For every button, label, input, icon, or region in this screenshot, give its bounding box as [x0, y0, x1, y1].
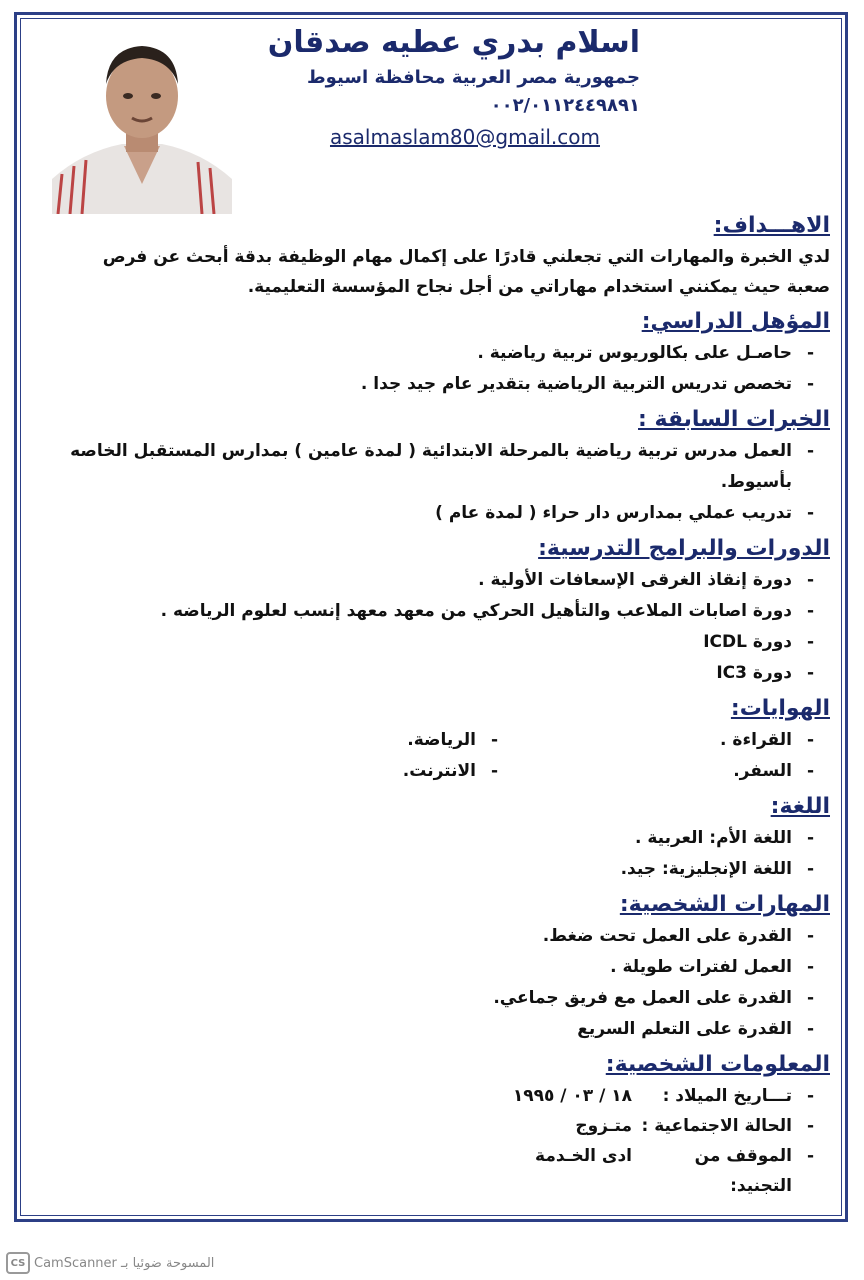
skills-title: المهارات الشخصية: — [619, 892, 830, 917]
watermark-text: CamScanner المسوحة ضوئيا بـ — [34, 1255, 215, 1271]
list-item: - السفر. — [733, 761, 814, 781]
marital-status-label: الحالة الاجتماعية : — [641, 1116, 792, 1136]
list-item: - القراءة . — [720, 730, 814, 750]
courses-list — [60, 565, 830, 689]
military-status-label: الموقف من التجنيد: — [694, 1146, 792, 1196]
candidate-name: اسلام بدري عطيه صدقان — [267, 25, 640, 60]
marital-status-row: - الحالة الاجتماعية : متـزوج — [60, 1111, 830, 1141]
birth-date-value: ١٨ / ٠٣ / ١٩٩٥ — [512, 1086, 632, 1106]
list-item: - تخصص تدريس التربية الرياضية بتقدير عام جيد جدا . — [360, 374, 814, 394]
birth-date-label: تـــاريخ الميلاد : — [662, 1086, 792, 1106]
cv-header — [250, 22, 640, 154]
list-item: - القدرة على العمل تحت ضغط. — [542, 926, 814, 946]
hobbies-grid — [60, 725, 830, 787]
birth-date-row: - تـــاريخ الميلاد : ١٨ / ٠٣ / ١٩٩٥ — [60, 1081, 830, 1111]
list-item: - الانترنت. — [402, 761, 498, 781]
list-item: - حاصـل على بكالوريوس تربية رياضية . — [477, 343, 814, 363]
hobbies-title: الهوايات: — [730, 696, 830, 721]
candidate-address: جمهورية مصر العربية محافظة اسيوط — [306, 67, 640, 88]
list-item: - دورة IC3 — [716, 663, 814, 683]
cv-body — [60, 206, 830, 1201]
list-item: - القدرة على العمل مع فريق جماعي. — [493, 988, 814, 1008]
list-item: - الرياضة. — [407, 730, 498, 750]
education-title: المؤهل الدراسي: — [641, 309, 830, 334]
education-list — [60, 338, 830, 400]
courses-title: الدورات والبرامج التدرسية: — [538, 536, 830, 561]
list-item: - دورة ICDL — [703, 632, 814, 652]
profile-photo — [52, 34, 232, 214]
languages-list — [60, 823, 830, 885]
list-item: - تدريب عملي بمدارس دار حراء ( لمدة عام ) — [435, 503, 814, 523]
list-item: - اللغة الإنجليزية: جيد. — [620, 859, 814, 879]
candidate-email[interactable]: asalmaslam80@gmail.com — [329, 125, 600, 149]
military-status-row: - الموقف من التجنيد: ادى الخـدمة — [60, 1141, 830, 1201]
candidate-phone: ٠٠٢/٠١١٢٤٤٩٨٩١ — [490, 95, 640, 116]
camscanner-logo-icon: CS — [6, 1252, 30, 1274]
list-item: - العمل مدرس تربية رياضية بالمرحلة الابتدائية ( لمدة عامين ) بمدارس المستقبل الخاصه بأسيوط. — [70, 441, 814, 492]
military-status-value: ادى الخـدمة — [535, 1146, 632, 1166]
objectives-text: لدي الخبرة والمهارات التي تجعلني قادرًا على إكمال مهام الوظيفة بدقة أبحث عن فرص صعبة حيث يمكنني استخدام مهاراتي من أجل نجاح المؤسسة التعليمية. — [102, 247, 830, 297]
languages-title: اللغة: — [770, 794, 830, 819]
personal-info-title: المعلومات الشخصية: — [605, 1052, 830, 1077]
hobbies-col-2 — [198, 725, 514, 787]
experience-title: الخبرات السابقة : — [638, 407, 830, 432]
skills-list — [60, 921, 830, 1045]
objectives-title: الاهـــداف: — [713, 213, 830, 238]
list-item: - دورة إنقاذ الغرقى الإسعافات الأولية . — [478, 570, 814, 590]
hobbies-col-1 — [514, 725, 830, 787]
list-item: - القدرة على التعلم السريع — [577, 1019, 814, 1039]
marital-status-value: متـزوج — [575, 1116, 632, 1136]
experience-list — [60, 436, 830, 529]
camscanner-watermark — [6, 1252, 214, 1274]
list-item: - اللغة الأم: العربية . — [634, 828, 814, 848]
list-item: - العمل لفترات طويلة . — [610, 957, 814, 977]
list-item: - دورة اصابات الملاعب والتأهيل الحركي من معهد معهد إنسب لعلوم الرياضه . — [160, 601, 814, 621]
